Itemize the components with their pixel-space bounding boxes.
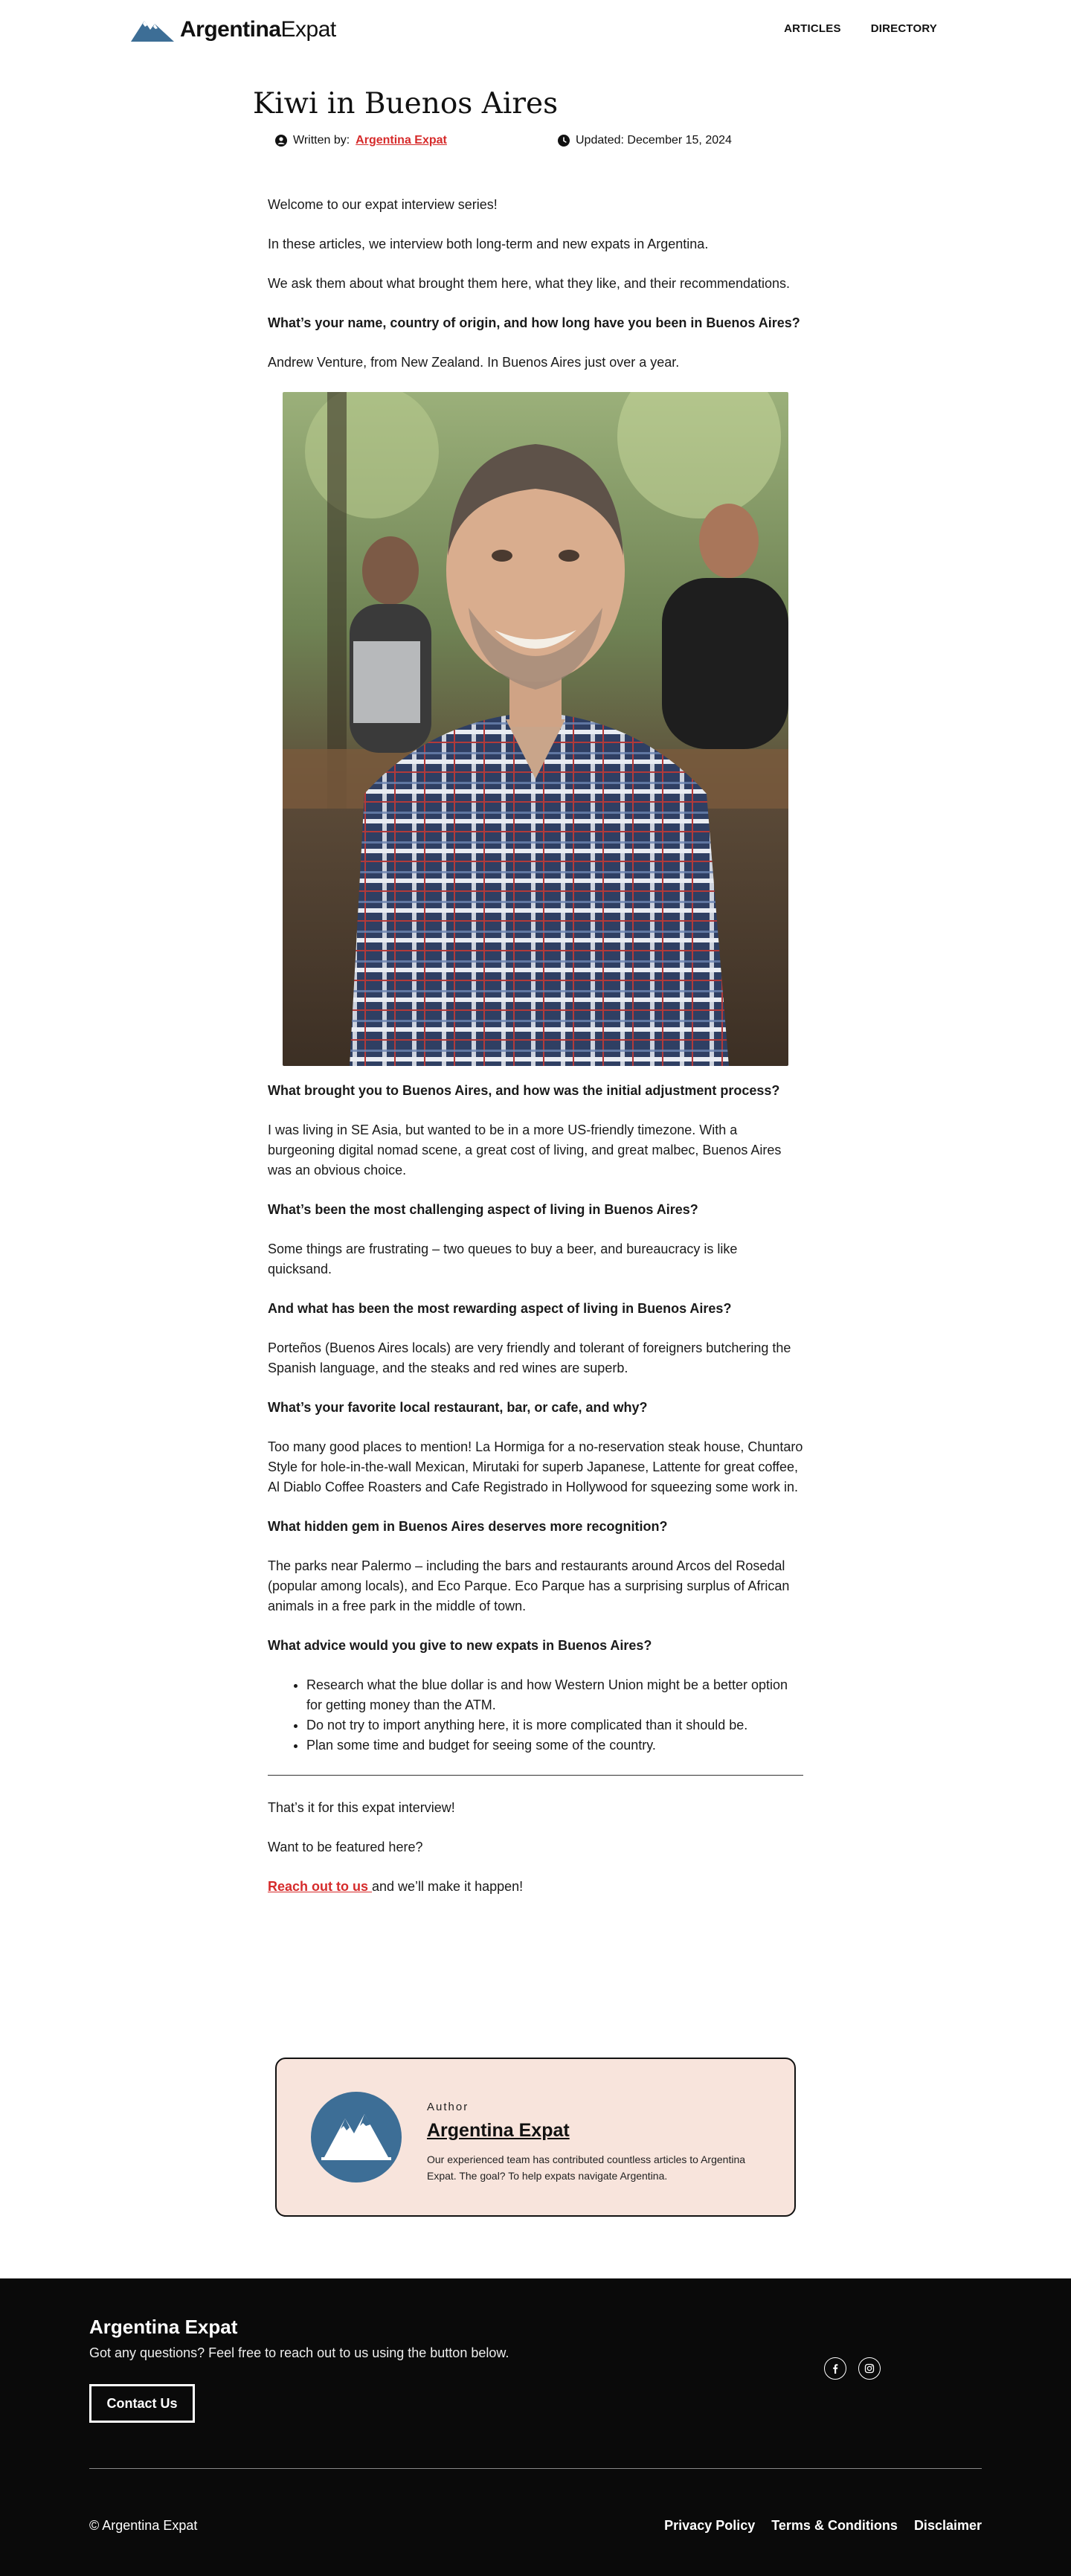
question-heading: What advice would you give to new expats in Buenos Aires? xyxy=(268,1638,652,1653)
facebook-icon[interactable] xyxy=(824,2357,846,2380)
content-divider xyxy=(268,1775,803,1776)
contact-us-button[interactable]: Contact Us xyxy=(89,2384,195,2423)
answer-paragraph: The parks near Palermo – including the bars and restaurants around Arcos del Rosedal (popular among locals), and Eco Parque. Eco Parque has a surprising surplus of African animals in a free park in the middle of town. xyxy=(268,1558,790,1613)
advice-item: • Research what the blue dollar is and how Western Union might be a better option for getting money than the ATM. xyxy=(306,1675,803,1715)
article-title: Kiwi in Buenos Aires xyxy=(253,87,559,121)
reach-out-text: and we’ll make it happen! xyxy=(372,1879,524,1894)
site-logo[interactable] xyxy=(131,16,336,43)
outro-paragraph: That’s it for this expat interview! xyxy=(268,1800,455,1815)
article-body xyxy=(268,195,803,1916)
answer-paragraph: I was living in SE Asia, but wanted to be in a more US-friendly timezone. With a burgeoning digital nomad scene, a great cost of living, and great malbec, Buenos Aires was an obvious choice. xyxy=(268,1122,782,1178)
social-links xyxy=(824,2357,881,2380)
user-circle-icon xyxy=(275,135,287,147)
main-nav xyxy=(784,22,937,35)
interviewee-photo xyxy=(283,392,788,1066)
answer-paragraph: Andrew Venture, from New Zealand. In Buenos Aires just over a year. xyxy=(268,355,680,370)
footer-links xyxy=(664,2518,982,2534)
answer-paragraph: Too many good places to mention! La Hormiga for a no-reservation steak house, Chuntaro Style for hole-in-the-wall Mexican, Mirutaki for superb Japanese, Lattente for great coffee, Al Diablo Coffee Roasters and Cafe Registrado in Hollywood for squeezing some work in. xyxy=(268,1439,803,1494)
intro-paragraph: In these articles, we interview both long-term and new expats in Argentina. xyxy=(268,237,709,251)
author-label: Author xyxy=(427,2101,469,2113)
nav-articles[interactable]: ARTICLES xyxy=(784,22,841,35)
question-heading: What’s been the most challenging aspect of living in Buenos Aires? xyxy=(268,1202,698,1217)
advice-item: • Do not try to import anything here, it is more complicated than it should be. xyxy=(306,1715,803,1735)
site-logo-text: ArgentinaExpat xyxy=(180,17,336,42)
author-link[interactable]: Argentina Expat xyxy=(356,134,447,147)
meta-author xyxy=(275,134,447,147)
answer-paragraph: Porteños (Buenos Aires locals) are very friendly and tolerant of foreigners butchering the Spanish language, and the steaks and red wines are superb. xyxy=(268,1340,791,1375)
mountain-logo-icon xyxy=(131,18,174,42)
answer-paragraph: Some things are frustrating – two queues to buy a beer, and bureaucracy is like quicksand. xyxy=(268,1242,738,1276)
advice-list xyxy=(306,1675,803,1756)
author-name-link[interactable]: Argentina Expat xyxy=(427,2120,570,2141)
author-box xyxy=(275,2058,796,2217)
written-by-label: Written by: xyxy=(293,134,350,147)
question-heading: What brought you to Buenos Aires, and how was the initial adjustment process? xyxy=(268,1083,780,1098)
intro-paragraph: Welcome to our expat interview series! xyxy=(268,197,498,212)
question-heading: And what has been the most rewarding aspect of living in Buenos Aires? xyxy=(268,1301,732,1316)
intro-paragraph: We ask them about what brought them here, what they like, and their recommendations. xyxy=(268,276,791,291)
meta-updated xyxy=(558,134,732,147)
footer-title: Argentina Expat xyxy=(89,2316,238,2338)
terms-link[interactable]: Terms & Conditions xyxy=(771,2518,898,2533)
footer-tagline: Got any questions? Feel free to reach out to us using the button below. xyxy=(89,2345,509,2360)
question-heading: What’s your favorite local restaurant, bar, or cafe, and why? xyxy=(268,1400,648,1415)
footer-divider xyxy=(89,2468,982,2469)
nav-directory[interactable]: DIRECTORY xyxy=(870,22,937,35)
reach-out-paragraph xyxy=(268,1877,803,1897)
reach-out-link[interactable]: Reach out to us xyxy=(268,1879,373,1894)
question-heading: What’s your name, country of origin, and how long have you been in Buenos Aires? xyxy=(268,315,800,330)
outro-paragraph: Want to be featured here? xyxy=(268,1840,423,1854)
author-avatar xyxy=(311,2092,402,2182)
advice-item: • Plan some time and budget for seeing some of the country. xyxy=(306,1735,803,1756)
question-heading: What hidden gem in Buenos Aires deserves more recognition? xyxy=(268,1519,668,1534)
privacy-policy-link[interactable]: Privacy Policy xyxy=(664,2518,756,2533)
clock-icon xyxy=(558,135,570,147)
site-header xyxy=(0,0,1071,60)
copyright-text: © Argentina Expat xyxy=(89,2518,198,2533)
instagram-icon[interactable] xyxy=(858,2357,881,2380)
disclaimer-link[interactable]: Disclaimer xyxy=(913,2518,982,2533)
portrait-image xyxy=(283,392,788,1066)
site-footer xyxy=(0,2278,1071,2576)
updated-date: Updated: December 15, 2024 xyxy=(576,134,732,147)
article-meta xyxy=(275,134,796,152)
author-bio: Our experienced team has contributed countless articles to Argentina Expat. The goal? To help expats navigate Argentina. xyxy=(427,2153,746,2182)
